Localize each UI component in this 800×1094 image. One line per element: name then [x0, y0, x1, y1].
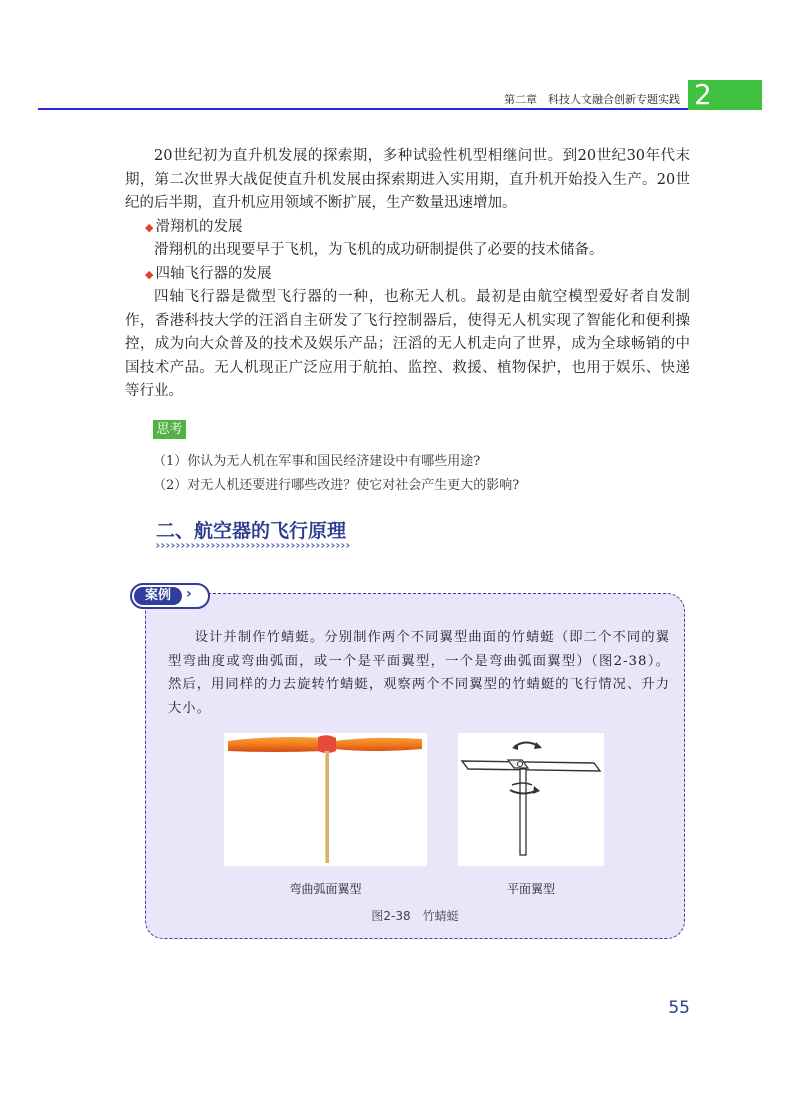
heading-quad-text: 四轴飞行器的发展: [155, 265, 272, 282]
case-text: [168, 626, 670, 720]
think-label: 思考: [153, 420, 186, 439]
flat-wing-dragonfly-drawing: [458, 733, 604, 866]
chapter-header: 第二章 科技人文融合创新专题实践: [504, 93, 680, 106]
page-number: 55: [668, 998, 690, 1018]
heading-glider-text: 滑翔机的发展: [155, 218, 243, 235]
chevron-right-icon: ›: [186, 586, 192, 602]
heading-quad: [125, 263, 690, 287]
diamond-icon: ◆: [145, 267, 154, 281]
curved-wing-dragonfly-drawing: [224, 733, 427, 866]
paragraph-quad: 四轴飞行器是微型飞行器的一种，也称无人机。最初是由航空模型爱好者自发制作，香港科技大学的汪滔自主研发了飞行控制器后，使得无人机实现了智能化和便利操控，成为向大众普及的技术及娱乐产品；汪滔的无人机走向了世界，成为全球畅销的中国技术产品。无人机现正广泛应用于航拍、监控、救援、植物保护，也用于娱乐、快递等行业。: [125, 289, 690, 399]
header-rule: [38, 108, 690, 110]
chapter-number-badge: 2: [688, 80, 762, 110]
paragraph-helicopter: 20世纪初为直升机发展的探索期，多种试验性机型相继问世。到20世纪30年代末期，第二次世界大战促使直升机发展由探索期进入实用期，直升机开始投入生产。20世纪的后半期，直升机应用领域不断扩展，生产数量迅速增加。: [125, 148, 690, 211]
case-paragraph: 设计并制作竹蜻蜓。分别制作两个不同翼型曲面的竹蜻蜓（即二个不同的翼型弯曲度或弯曲弧面，或一个是平面翼型，一个是弯曲弧面翼型）（图2-38）。然后，用同样的力去旋转竹蜻蜓，观察两个不同翼型的竹蜻蜓的飞行情况、升力大小。: [168, 630, 670, 716]
case-tab: [130, 583, 210, 609]
body-text: [125, 145, 690, 404]
figure-title: 图2-38 竹蜻蜓: [371, 909, 459, 923]
flat-wing-dragonfly-image: [458, 733, 604, 866]
section-title: 二、航空器的飞行原理: [156, 520, 347, 542]
curved-wing-dragonfly-image: [224, 733, 427, 866]
caption-flat-wing: 平面翼型: [506, 882, 555, 896]
case-label: 案例: [134, 587, 182, 605]
section-underline-decoration: [156, 543, 351, 548]
diamond-icon: ◆: [145, 220, 154, 234]
caption-curved-wing: 弯曲弧面翼型: [289, 882, 362, 896]
think-question-2: （2）对无人机还要进行哪些改进？使它对社会产生更大的影响?: [153, 478, 520, 493]
heading-glider: [125, 216, 690, 240]
think-question-1: （1）你认为无人机在军事和国民经济建设中有哪些用途?: [153, 454, 481, 469]
paragraph-glider: 滑翔机的出现要早于飞机，为飞机的成功研制提供了必要的技术储备。: [154, 242, 604, 258]
